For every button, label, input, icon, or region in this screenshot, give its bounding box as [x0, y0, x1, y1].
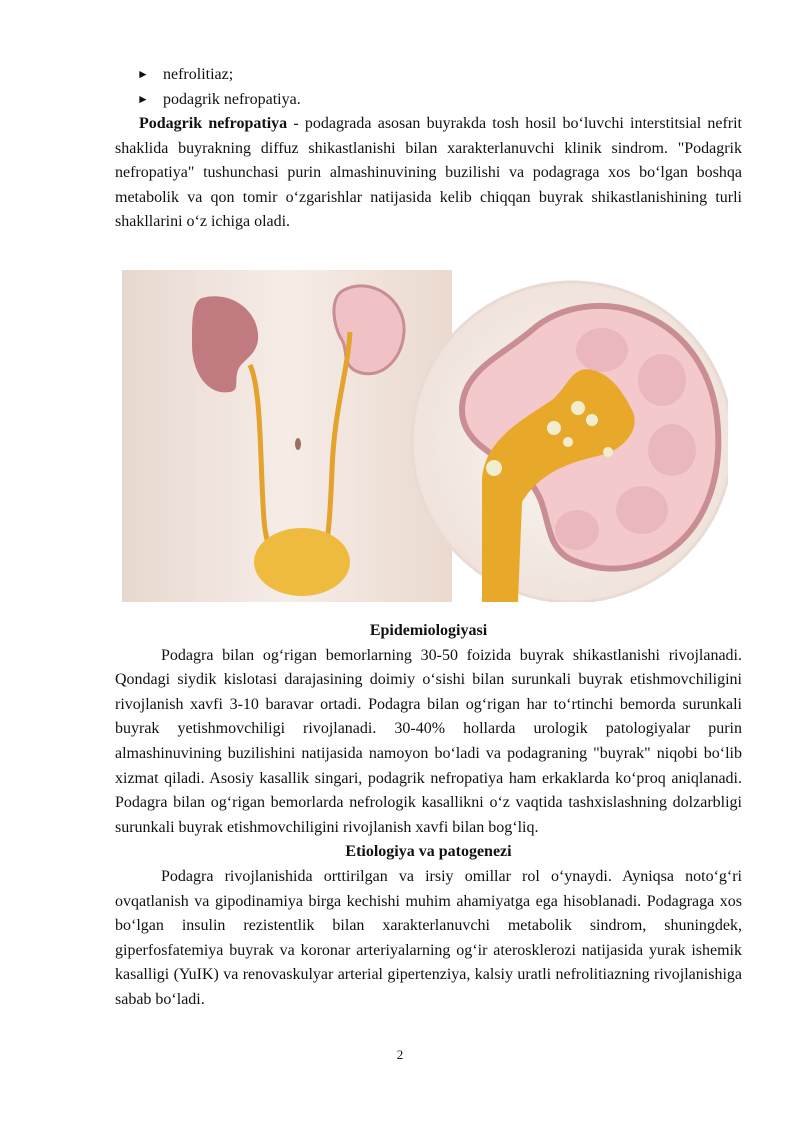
kidney-illustration — [122, 270, 728, 602]
text-sections — [115, 619, 742, 1013]
arrow-bullet-icon: ► — [137, 92, 149, 106]
term-bold: Podagrik nefropatiya — [139, 115, 288, 132]
list-item-text: nefrolitiaz; — [163, 66, 234, 83]
section-paragraph: Podagra bilan og‘rigan bemorlarning 30-50 foizida buyrak shikastlanishi rivojlanadi. Qondagi siydik kislotasi darajasining doimiy o‘sishi bilan surunkali buyrak etishmovchiligini rivojlanish xavfi 3-10 baravar ortadi. Podagra bilan og‘rigan har to‘rtinchi bemorda surunkali buyrak yetishmovchiligi rivojlanadi. 30-40% hollarda urologik patologiyalar purin almashinuvining buzilishini natijasida namoyon bo‘ladi va podagraning "buyrak" niqobi bo‘lib xizmat qiladi. Asosiy kasallik singari, podagrik nefropatiya ham erkaklarda ko‘proq aniqlanadi. Podagra bilan og‘rigan bemorlarda nefrologik kasallikni o‘z vaqtida tashxislashning dolzarbligi surunkali buyrak etishmovchiligini rivojlanish xavfi bilan bog‘liq. — [115, 646, 742, 836]
list-item — [115, 87, 742, 112]
list-item — [115, 62, 742, 87]
page-number: 2 — [396, 1047, 404, 1062]
stone — [571, 401, 585, 415]
intro-paragraph — [115, 112, 742, 235]
list-item-text: podagrik nefropatiya. — [163, 91, 301, 108]
stone — [547, 421, 561, 435]
page-content — [115, 62, 742, 235]
stone — [563, 437, 573, 447]
section-heading: Etiologiya va patogenezi — [345, 843, 512, 861]
intro-text: - podagrada asosan buyrakda tosh hosil bo‘luvchi interstitsial nefrit shaklida buyrakning diffuz shikastlanishi bilan xarakterlanuvchi klinik sindrom. "Podagrik nefropatiya" tushunchasi purin almashinuvining buzilishi va podagraga xos bo‘lgan boshqa metabolik va qon tomir o‘zgarishlar natijasida kelib chiqqan buyrak shikastlanishining turli shakllarini o‘z ichiga oladi. — [115, 115, 742, 231]
section-heading: Epidemiologiyasi — [369, 622, 488, 639]
section-paragraph: Podagra rivojlanishida orttirilgan va irsiy omillar rol o‘ynaydi. Ayniqsa noto‘g‘ri ovqatlanish va gipodinamiya birga kechishi muhim ahamiyatga ega hisoblanadi. Podagraga xos bo‘lgan insulin rezistentlik bilan xarakterlanuvchi metabolik sindrom, shuningdek, giperfosfatemiya buyrak va koronar arteriyalarning og‘ir aterosklerozi natijasida yurak ishemik kasalligi (YuIK) va renovaskulyar arterial gipertenziya, kalsiy uratli nefrolitiazning rivojlanishiga sabab bo‘ladi. — [115, 867, 742, 1008]
stone — [603, 447, 613, 457]
bladder-shape — [254, 528, 350, 596]
stone — [486, 460, 502, 476]
stone — [586, 414, 598, 426]
arrow-bullet-icon: ► — [137, 67, 149, 81]
